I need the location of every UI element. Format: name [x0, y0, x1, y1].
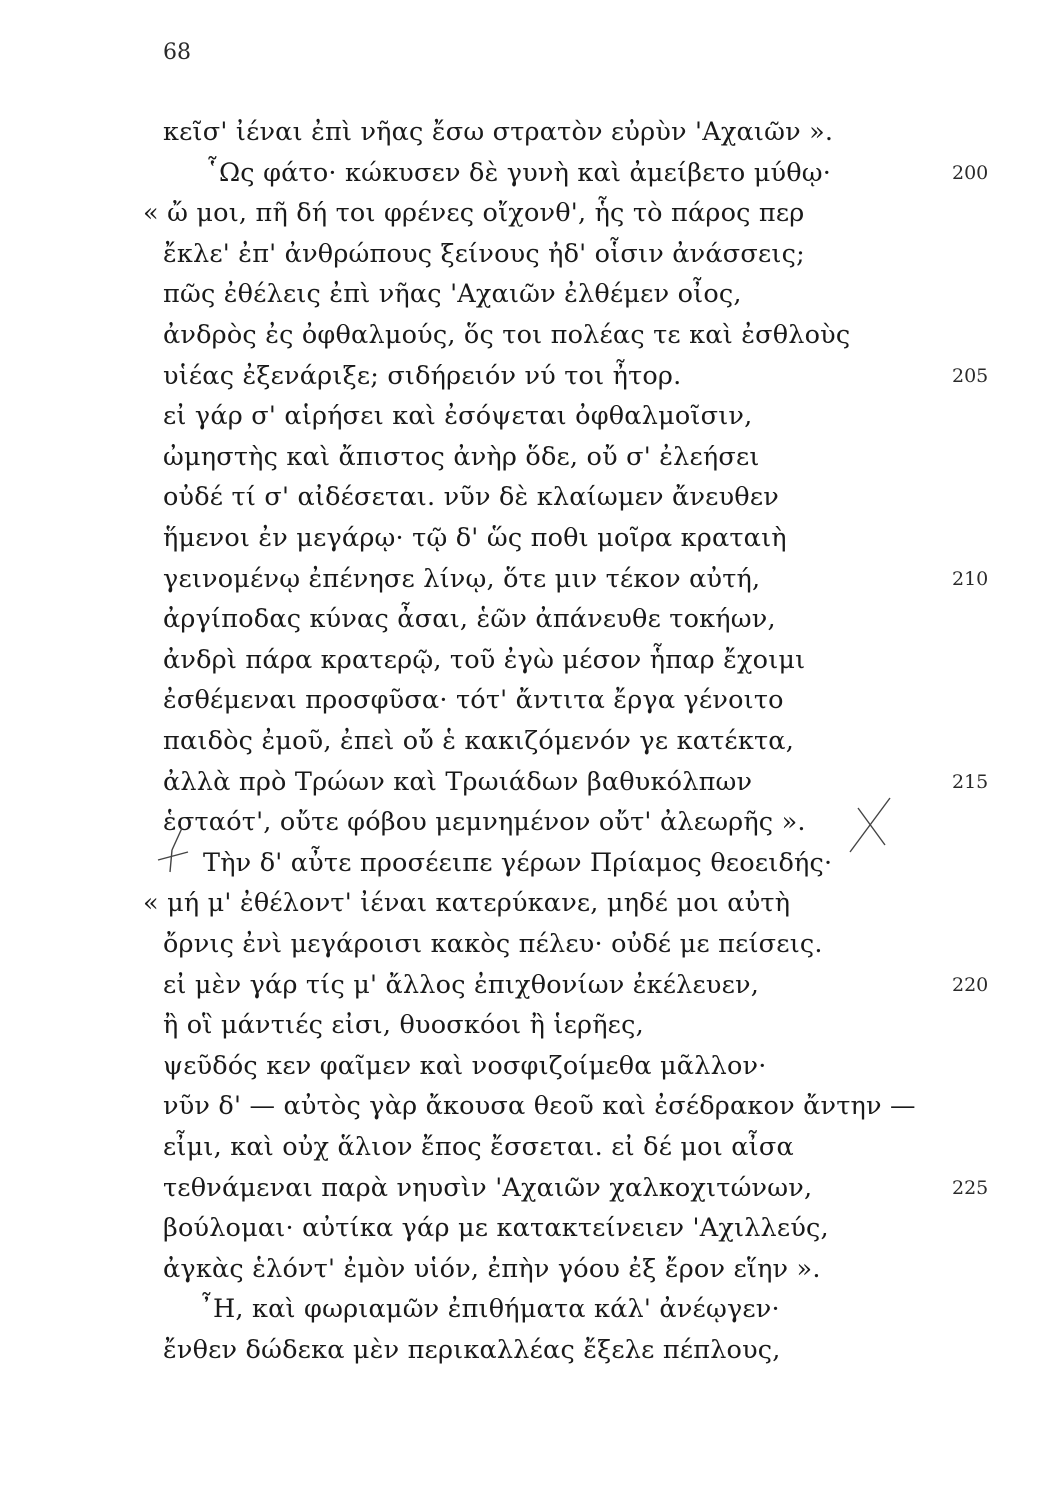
- verse-line: τεθνάμεναι παρὰ νηυσὶν 'Αχαιῶν χαλκοχιτώνων,: [163, 1172, 813, 1203]
- line-number: 215: [952, 770, 989, 793]
- page-number: 68: [163, 40, 191, 65]
- line-number: 210: [952, 567, 989, 590]
- verse-line: « μή μ' ἐθέλοντ' ἰέναι κατερύκανε, μηδέ μοι αὐτὴ: [143, 888, 791, 919]
- verse-line: ὠμηστὴς καὶ ἄπιστος ἀνὴρ ὅδε, οὔ σ' ἐλεήσει: [163, 441, 760, 472]
- verse-line: ἥμενοι ἐν μεγάρῳ· τῷ δ' ὥς ποθι μοῖρα κραταιὴ: [163, 523, 787, 553]
- verse-line: κεῖσ' ἰέναι ἐπὶ νῆας ἔσω στρατὸν εὐρὺν 'Αχαιῶν ».: [163, 117, 834, 147]
- verse-line: ἔνθεν δώδεκα μὲν περικαλλέας ἔξελε πέπλους,: [163, 1335, 781, 1365]
- pencil-annotation-icon: [150, 790, 930, 890]
- verse-line: ἀργίποδας κύνας ἆσαι, ἑῶν ἀπάνευθε τοκήων,: [163, 604, 776, 635]
- verse-line: ἢ οἳ μάντιές εἰσι, θυοσκόοι ἢ ἱερῆες,: [163, 1010, 644, 1041]
- line-number: 205: [952, 364, 989, 387]
- verse-line: πῶς ἐθέλεις ἐπὶ νῆας 'Αχαιῶν ἐλθέμεν οἶος,: [163, 279, 742, 310]
- verse-line: υἱέας ἐξενάριξε; σιδήρειόν νύ τοι ἦτορ.: [163, 360, 682, 391]
- verse-line: ἀνδρὸς ἐς ὀφθαλμούς, ὅς τοι πολέας τε καὶ ἐσθλοὺς: [163, 320, 851, 350]
- verse-line: βούλομαι· αὐτίκα γάρ με κατακτείνειεν 'Αχιλλεύς,: [163, 1213, 829, 1244]
- line-number: 200: [952, 161, 989, 184]
- verse-line: ψεῦδός κεν φαῖμεν καὶ νοσφιζοίμεθα μᾶλλον·: [163, 1050, 767, 1081]
- verse-line: Τὴν δ' αὖτε προσέειπε γέρων Πρίαμος θεοειδής·: [203, 847, 833, 878]
- verse-line: ἀνδρὶ πάρα κρατερῷ, τοῦ ἐγὼ μέσον ἧπαρ ἔχοιμι: [163, 644, 806, 675]
- verse-line: εἰ γάρ σ' αἱρήσει καὶ ἐσόψεται ὀφθαλμοῖσιν,: [163, 401, 753, 432]
- verse-line: γεινομένῳ ἐπένησε λίνῳ, ὅτε μιν τέκον αὐτή,: [163, 563, 761, 594]
- verse-line: ῟Ως φάτο· κώκυσεν δὲ γυνὴ καὶ ἀμείβετο μύθῳ·: [206, 157, 832, 188]
- verse-line: « ὤ μοι, πῆ δή τοι φρένες οἴχονθ', ἧς τὸ πάρος περ: [143, 198, 805, 229]
- verse-line: ἑσταότ', οὔτε φόβου μεμνημένον οὔτ' ἀλεωρῆς ».: [163, 807, 806, 838]
- verse-line: ἀλλὰ πρὸ Τρώων καὶ Τρωιάδων βαθυκόλπων: [163, 766, 753, 797]
- verse-line: νῦν δ' — αὐτὸς γὰρ ἄκουσα θεοῦ καὶ ἐσέδρακον ἄντην —: [163, 1091, 916, 1122]
- verse-line: ἔκλε' ἐπ' ἀνθρώπους ξείνους ἠδ' οἷσιν ἀνάσσεις;: [163, 238, 805, 269]
- verse-line: εἰ μὲν γάρ τίς μ' ἄλλος ἐπιχθονίων ἐκέλευεν,: [163, 969, 760, 1000]
- verse-line: ὄρνις ἐνὶ μεγάροισι κακὸς πέλευ· οὐδέ με πείσεις.: [163, 929, 823, 959]
- verse-line: παιδὸς ἐμοῦ, ἐπεὶ οὔ ἑ κακιζόμενόν γε κατέκτα,: [163, 726, 795, 756]
- verse-line: οὐδέ τί σ' αἰδέσεται. νῦν δὲ κλαίωμεν ἄνευθεν: [163, 482, 779, 513]
- verse-line: εἶμι, καὶ οὐχ ἅλιον ἔπος ἔσσεται. εἰ δέ μοι αἶσα: [163, 1132, 794, 1162]
- verse-line: ἐσθέμεναι προσφῦσα· τότ' ἄντιτα ἔργα γένοιτο: [163, 685, 784, 716]
- verse-line: ἀγκὰς ἑλόντ' ἐμὸν υἱόν, ἐπὴν γόου ἐξ ἔρον εἵην ».: [163, 1253, 821, 1284]
- line-number: 220: [952, 973, 989, 996]
- verse-line: ῏Η, καὶ φωριαμῶν ἐπιθήματα κάλ' ἀνέῳγεν·: [200, 1294, 780, 1325]
- line-number: 225: [952, 1176, 989, 1199]
